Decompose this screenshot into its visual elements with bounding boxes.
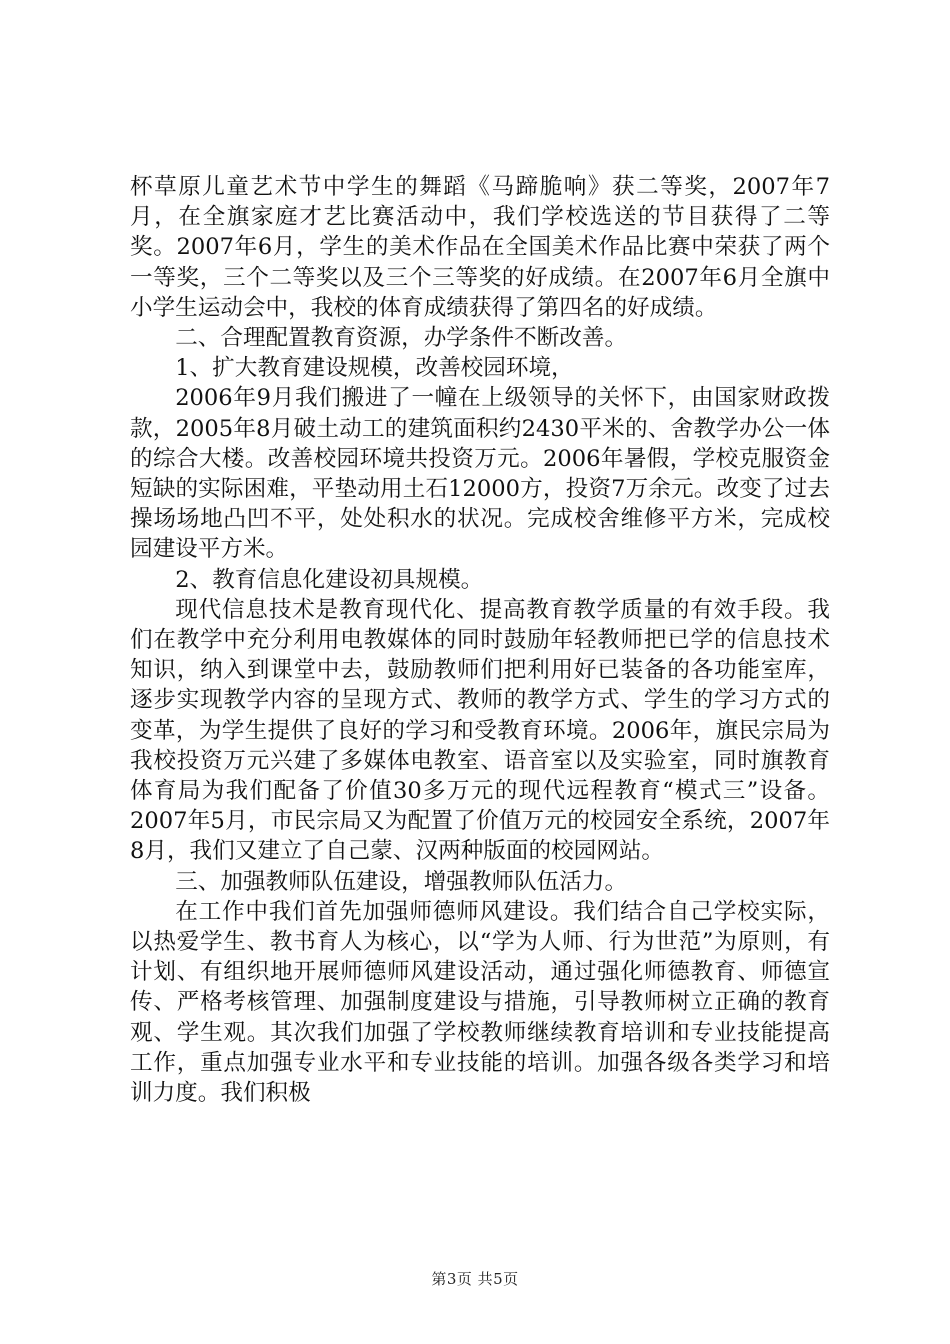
page-number-label: 第3页 共5页 (431, 1270, 519, 1288)
page-footer (0, 1268, 950, 1289)
section-heading-teachers: 三、加强教师队伍建设，增强教师队伍活力。 (175, 868, 628, 895)
paragraph-awards: 杯草原儿童艺术节中学生的舞蹈《马蹄脆响》获二等奖，2007年7月，在全旗家庭才艺比赛活动中，我们学校选送的节目获得了二等奖。2007年6月，学生的美术作品在全国美术作品比赛中荣获了两个一等奖，三个二等奖以及三个三等奖的好成绩。在2007年6月全旗中小学生运动会中，我校的体育成绩获得了第四名的好成绩。 (130, 174, 830, 321)
section-heading-resources: 二、合理配置教育资源，办学条件不断改善。 (175, 325, 628, 352)
document-body (130, 172, 830, 1108)
paragraph-construction: 2006年9月我们搬进了一幢在上级领导的关怀下，由国家财政拨款，2005年8月破土动工的建筑面积约2430平米的、舍教学办公一体的综合大楼。改善校园环境共投资万元。2006年暑假，学校克服资金短缺的实际困难，平垫动用土石12000方，投资7万余元。改变了过去操场场地凸凹不平，处处积水的状况。完成校舍维修平方米，完成校园建设平方米。 (130, 385, 830, 563)
subheading-informatization: 2、教育信息化建设初具规模。 (175, 566, 484, 593)
paragraph-informatization: 现代信息技术是教育现代化、提高教育教学质量的有效手段。我们在教学中充分利用电教媒体的同时鼓励年轻教师把已学的信息技术知识，纳入到课堂中去，鼓励教师们把利用好已装备的各功能室库，逐步实现教学内容的呈现方式、教师的教学方式、学生的学习方式的变革，为学生提供了良好的学习和受教育环境。2006年，旗民宗局为我校投资万元兴建了多媒体电教室、语音室以及实验室，同时旗教育体育局为我们配备了价值30多万元的现代远程教育“模式三”设备。2007年5月，市民宗局又为配置了价值万元的校园安全系统，2007年8月，我们又建立了自己蒙、汉两种版面的校园网站。 (130, 596, 830, 865)
subheading-construction: 1、扩大教育建设规模，改善校园环境， (175, 355, 574, 382)
paragraph-teachers: 在工作中我们首先加强师德师风建设。我们结合自己学校实际，以热爱学生、教书育人为核心，以“学为人师、行为世范”为原则，有计划、有组织地开展师德师风建设活动，通过强化师德教育、师德宣传、严格考核管理、加强制度建设与措施，引导教师树立正确的教育观、学生观。其次我们加强了学校教师继续教育培训和专业技能提高工作，重点加强专业水平和专业技能的培训。加强各级各类学习和培训力度。我们积极 (130, 898, 830, 1107)
